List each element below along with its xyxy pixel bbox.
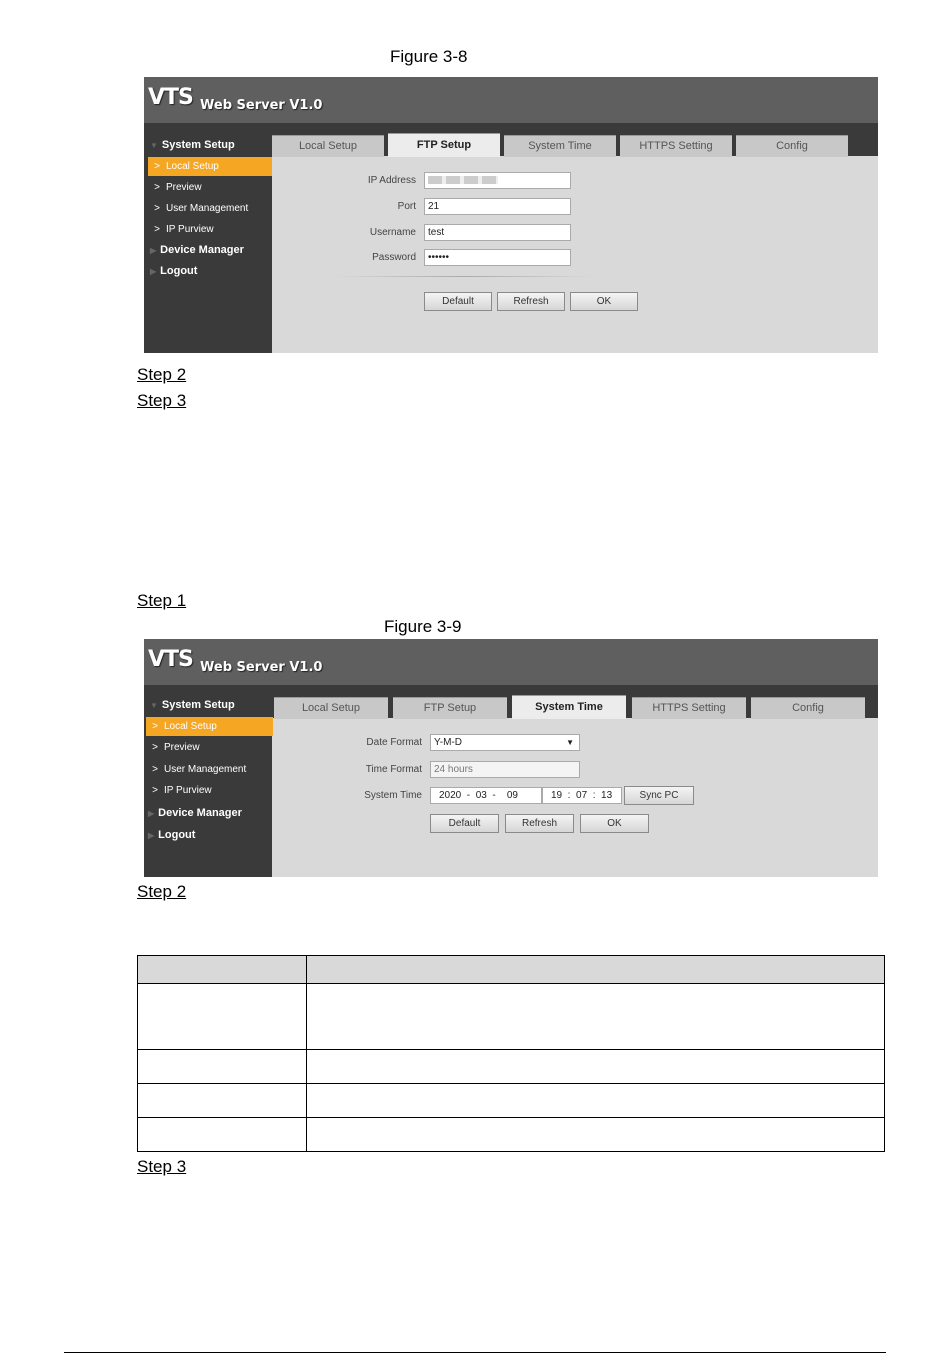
parameter-table bbox=[137, 955, 885, 1152]
table-cell bbox=[138, 1118, 307, 1152]
table-cell bbox=[138, 984, 307, 1050]
triangle-right-icon: ▶ bbox=[148, 809, 155, 818]
table-cell bbox=[138, 1084, 307, 1118]
blurred-value bbox=[428, 176, 498, 184]
tab-config[interactable]: Config bbox=[736, 135, 848, 157]
triangle-down-icon: ▼ bbox=[150, 141, 158, 150]
default-button[interactable]: Default bbox=[424, 292, 492, 311]
sidebar-logout[interactable] bbox=[148, 829, 195, 841]
tab-ftp-setup[interactable]: FTP Setup bbox=[393, 697, 507, 719]
tab-ftp-setup[interactable]: FTP Setup bbox=[388, 133, 500, 157]
sidebar-item-local-setup[interactable] bbox=[148, 157, 272, 176]
divider bbox=[334, 276, 594, 277]
chevron-right-icon: > bbox=[154, 224, 160, 235]
sidebar-item-user-management[interactable] bbox=[146, 760, 270, 779]
vts-logo: VTS bbox=[148, 647, 193, 672]
sidebar-device-manager-label: Device Manager bbox=[160, 244, 244, 256]
table-header-cell bbox=[307, 956, 885, 984]
tab-local-setup[interactable]: Local Setup bbox=[274, 697, 388, 719]
table-cell bbox=[138, 1050, 307, 1084]
tab-system-time[interactable]: System Time bbox=[504, 135, 616, 157]
sidebar-item-label: User Management bbox=[166, 203, 249, 214]
table-row bbox=[138, 984, 885, 1050]
time-format-input: 24 hours bbox=[430, 761, 580, 778]
triangle-right-icon: ▶ bbox=[150, 246, 157, 255]
chevron-right-icon: > bbox=[152, 764, 158, 775]
sidebar-system-setup-label: System Setup bbox=[161, 139, 235, 151]
chevron-right-icon: > bbox=[152, 742, 158, 753]
sidebar-item-user-management[interactable] bbox=[148, 199, 272, 218]
ftp-setup-screenshot bbox=[144, 77, 878, 353]
port-input[interactable]: 21 bbox=[424, 198, 571, 215]
dropdown-arrow-icon: ▼ bbox=[566, 738, 574, 747]
sidebar-item-label: User Management bbox=[164, 764, 247, 775]
table-row bbox=[138, 1050, 885, 1084]
sidebar-item-label: Preview bbox=[166, 182, 202, 193]
sidebar-logout-label: Logout bbox=[158, 829, 196, 841]
table-cell bbox=[307, 1118, 885, 1152]
sidebar-device-manager[interactable] bbox=[150, 244, 244, 256]
refresh-button[interactable]: Refresh bbox=[497, 292, 565, 311]
ok-button[interactable]: OK bbox=[580, 814, 649, 833]
sidebar-item-ip-purview[interactable] bbox=[148, 220, 272, 239]
chevron-right-icon: > bbox=[152, 721, 158, 732]
chevron-right-icon: > bbox=[154, 182, 160, 193]
sidebar-item-preview[interactable] bbox=[146, 738, 270, 757]
tab-system-time[interactable]: System Time bbox=[512, 695, 626, 719]
port-label: Port bbox=[397, 201, 416, 212]
table-cell bbox=[307, 1084, 885, 1118]
system-time-input[interactable]: 19 : 07 : 13 bbox=[542, 787, 622, 804]
sidebar-item-label: Local Setup bbox=[164, 721, 217, 732]
chevron-right-icon: > bbox=[154, 161, 160, 172]
table-row bbox=[138, 1118, 885, 1152]
date-format-label: Date Format bbox=[366, 737, 422, 748]
system-date-input[interactable]: 2020 - 03 - 09 bbox=[430, 787, 542, 804]
username-label: Username bbox=[369, 227, 416, 238]
app-subtitle: Web Server V1.0 bbox=[200, 660, 323, 675]
sidebar-device-manager-label: Device Manager bbox=[158, 807, 242, 819]
tab-https-setting[interactable]: HTTPS Setting bbox=[620, 135, 732, 157]
vts-logo: VTS bbox=[148, 85, 193, 110]
app-subtitle: Web Server V1.0 bbox=[200, 98, 323, 113]
tab-https-setting[interactable]: HTTPS Setting bbox=[632, 697, 746, 719]
table-cell bbox=[307, 1050, 885, 1084]
step-3-label: Step 3 bbox=[137, 391, 187, 410]
tab-local-setup[interactable]: Local Setup bbox=[272, 135, 384, 157]
date-format-value: Y-M-D bbox=[434, 737, 462, 748]
triangle-right-icon: ▶ bbox=[150, 267, 157, 276]
table-header-row bbox=[138, 956, 885, 984]
ok-button[interactable]: OK bbox=[570, 292, 638, 311]
sidebar-device-manager[interactable] bbox=[148, 807, 242, 819]
step-1-label: Step 1 bbox=[137, 591, 187, 610]
table-row bbox=[138, 1084, 885, 1118]
ip-address-input[interactable] bbox=[424, 172, 571, 189]
sidebar-item-label: IP Purview bbox=[164, 785, 212, 796]
sidebar-item-label: Local Setup bbox=[166, 161, 219, 172]
sidebar-logout[interactable] bbox=[150, 265, 197, 277]
refresh-button[interactable]: Refresh bbox=[505, 814, 574, 833]
default-button[interactable]: Default bbox=[430, 814, 499, 833]
figure-caption-3-9: Figure 3-9 bbox=[384, 617, 462, 636]
sidebar-item-preview[interactable] bbox=[148, 178, 272, 197]
username-input[interactable]: test bbox=[424, 224, 571, 241]
sidebar-system-setup[interactable] bbox=[150, 139, 235, 151]
password-input[interactable]: •••••• bbox=[424, 249, 571, 266]
tab-config[interactable]: Config bbox=[751, 697, 865, 719]
footer-rule bbox=[64, 1352, 886, 1353]
triangle-down-icon: ▼ bbox=[150, 701, 158, 710]
sidebar-item-label: IP Purview bbox=[166, 224, 214, 235]
sidebar-system-setup[interactable] bbox=[150, 699, 235, 711]
table-cell bbox=[307, 984, 885, 1050]
sidebar-logout-label: Logout bbox=[160, 265, 198, 277]
table-header-cell bbox=[138, 956, 307, 984]
chevron-right-icon: > bbox=[154, 203, 160, 214]
sidebar-system-setup-label: System Setup bbox=[161, 699, 235, 711]
ip-address-label: IP Address bbox=[367, 175, 416, 186]
sidebar-item-local-setup[interactable] bbox=[146, 717, 273, 736]
sync-pc-button[interactable]: Sync PC bbox=[624, 786, 694, 805]
sidebar-item-ip-purview[interactable] bbox=[146, 781, 270, 800]
figure-caption-3-8: Figure 3-8 bbox=[390, 47, 468, 66]
password-label: Password bbox=[372, 252, 416, 263]
step-2-label: Step 2 bbox=[137, 882, 187, 901]
system-time-screenshot bbox=[144, 639, 878, 877]
step-3-label: Step 3 bbox=[137, 1157, 187, 1176]
step-2-label: Step 2 bbox=[137, 365, 187, 384]
system-time-label: System Time bbox=[364, 790, 422, 801]
sidebar-item-label: Preview bbox=[164, 742, 200, 753]
time-format-label: Time Format bbox=[365, 764, 422, 775]
triangle-right-icon: ▶ bbox=[148, 831, 155, 840]
chevron-right-icon: > bbox=[152, 785, 158, 796]
date-format-select[interactable] bbox=[430, 734, 580, 751]
